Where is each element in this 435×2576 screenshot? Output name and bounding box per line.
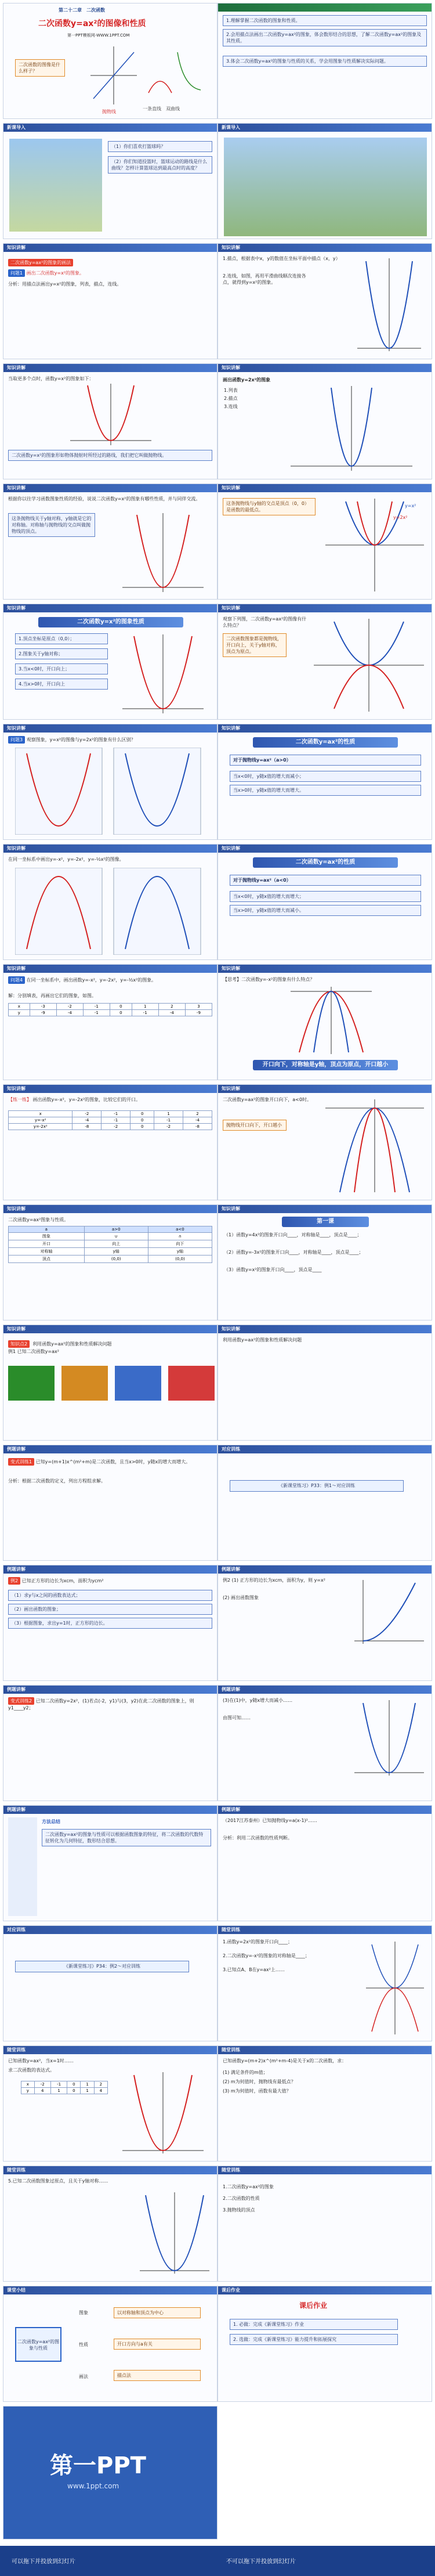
- parabola-plot: [137, 2189, 212, 2276]
- branch-2: 性质: [79, 2342, 88, 2347]
- variant-tag: 变式训练2: [8, 1697, 34, 1705]
- header-label: 知识讲解: [7, 245, 26, 250]
- slide-2[interactable]: [217, 3, 432, 119]
- slide-header: [218, 1205, 432, 1213]
- problem-tag: 问题1: [8, 269, 25, 277]
- slide-9[interactable]: [3, 484, 217, 600]
- slide-header: [218, 3, 432, 12]
- header-label: 知识讲解: [222, 726, 240, 731]
- step-connect: 2.连线，如图，再用平滑曲线顺次连接各点，就得到y=x²的图象。: [223, 273, 306, 285]
- review-1: 1.二次函数y=ax²的图象: [223, 2184, 274, 2189]
- slide-header: [3, 1205, 217, 1213]
- slide-7[interactable]: [3, 363, 217, 479]
- slide-13[interactable]: [3, 724, 217, 840]
- homework-1: 1. 必做：完成《新课堂练习》作业: [230, 2319, 398, 2330]
- slide-header: [3, 2046, 217, 2054]
- intro-text: 根据你以往学习函数图象性质的经验，说说二次函数y=x²的图象有哪些性质，并与同伴交流。: [8, 496, 201, 502]
- slide-35[interactable]: [3, 2045, 217, 2162]
- parabola-comparison: [15, 748, 206, 835]
- slide-23[interactable]: [3, 1325, 217, 1441]
- slide-28[interactable]: [217, 1565, 432, 1681]
- parabola-plot: [311, 616, 427, 715]
- slide-27[interactable]: [3, 1565, 217, 1681]
- property-2: 2.图象关于y轴对称；: [15, 648, 108, 659]
- slide-title: 二次函数y=ax²的图像和性质: [38, 19, 146, 28]
- parabola-plot: [119, 512, 206, 593]
- analysis-note: 分析：根据二次函数的定义，列出方程组求解。: [8, 1478, 106, 1484]
- slide-15[interactable]: [3, 844, 217, 960]
- slide-31[interactable]: [3, 1805, 217, 1921]
- definition-box: 二次函数y=x²的图象形如物体抛射时所经过的路线，我们把它叫做抛物线。: [8, 450, 212, 461]
- header-label: 知识讲解: [7, 365, 26, 370]
- slide-30[interactable]: [217, 1685, 432, 1801]
- header-label: 例题讲解: [7, 1807, 26, 1812]
- slide-5[interactable]: [3, 243, 217, 359]
- property-3: 3.当x<0时，开口向上；: [15, 663, 108, 674]
- header-label: 对应训练: [7, 1927, 26, 1932]
- note-3: 描点法: [114, 2370, 201, 2381]
- summary-table: a a>0 a<0 图象 ∪ ∩ 开口 向上 向下 对称轴 y轴 y轴 顶点 (0,0) (0,0): [8, 1226, 212, 1263]
- review-3: 3.抛物线的顶点: [223, 2207, 255, 2213]
- basketball-court-photo: [224, 138, 427, 236]
- header-label: 知识讲解: [222, 966, 240, 971]
- slide-16[interactable]: [217, 844, 432, 960]
- objective-1: 1.理解掌握二次函数的图象和性质。: [223, 15, 427, 26]
- orange-block: [61, 1366, 108, 1401]
- slide-header: [3, 604, 217, 612]
- header-label: 知识讲解: [222, 846, 240, 851]
- slide-header: [218, 1325, 432, 1333]
- header-label: 例题讲解: [7, 1446, 26, 1452]
- property-1: 1.顶点坐标是原点（0,0）；: [15, 633, 108, 644]
- slide-header: [218, 1445, 432, 1453]
- analysis-note: 分析：用描点法画出y=x²的图象，列表，描点，连线。: [8, 282, 122, 287]
- slide-header: [218, 965, 432, 973]
- solution-text: 例2 (1) 正方形的边长为xcm，面积为y，则 y=x²: [223, 1578, 325, 1583]
- exercise-text: 已知函数y=(m+2)x^(m²+m-4)是关于x的二次函数，求：: [223, 2058, 347, 2063]
- header-label: 随堂训练: [222, 1927, 240, 1932]
- objective-3: 3.体会二次函数y=ax²的图象与性质的关系，学会用图象与性质解决实际问题。: [223, 56, 427, 67]
- slide-header: [218, 2046, 432, 2054]
- slide-40[interactable]: [217, 2286, 432, 2402]
- header-label: 例题讲解: [222, 1687, 240, 1692]
- intro-text: 二次函数y=ax²的图象开口向下，a<0时。: [223, 1097, 311, 1102]
- example-text: 已知正方形的边长为xcm，面积为ycm²: [21, 1578, 104, 1583]
- parabola-plot: [288, 385, 415, 472]
- site-name: 第一PPT模板网-WWW.1PPT.COM: [67, 33, 130, 38]
- header-label: 知识讲解: [7, 1326, 26, 1332]
- problem-tag: 问题4: [8, 976, 25, 984]
- slide-header: [3, 2286, 217, 2294]
- header-label: 知识讲解: [7, 1086, 26, 1091]
- slide-25[interactable]: [3, 1445, 217, 1561]
- footer-left: 可以拖下并投放到幻灯片: [12, 2559, 75, 2565]
- header-label: 知识讲解: [7, 605, 26, 611]
- header-label: 例题讲解: [7, 1687, 26, 1692]
- header-label: 例题讲解: [222, 1567, 240, 1572]
- problem-tag: 问题3: [8, 736, 25, 744]
- exercise-text: 5.已知二次函数图象过原点，且关于y轴对称……: [8, 2178, 108, 2184]
- slide-header: [218, 1806, 432, 1814]
- branch-1: 图象: [79, 2310, 88, 2315]
- question-1: （1）你们喜欢打篮球吗？: [108, 141, 212, 152]
- header-label: 知识讲解: [7, 1206, 26, 1211]
- knowledge-text: 利用函数y=ax²的图象和性质解决问题: [32, 1341, 112, 1347]
- step-2: 2.描点: [224, 396, 238, 401]
- slide-header: [218, 244, 432, 252]
- example-text: 利用函数y=ax²的图象和性质解决问题: [223, 1337, 302, 1343]
- slide-36[interactable]: [217, 2045, 432, 2162]
- summary-title: 方法总结: [42, 1819, 60, 1824]
- parabola-plot: [351, 255, 427, 354]
- exercise-2: (2) m为何值时，抛物线有最低点？: [223, 2079, 296, 2084]
- question-2: （2）你们知道投篮时，篮球运动的路线是什么曲线？怎样计算篮球达到最高点时的高度？: [108, 156, 212, 174]
- slide-26[interactable]: [217, 1445, 432, 1561]
- slide-header: [218, 1926, 432, 1934]
- slide-header: [218, 845, 432, 853]
- solution-note: (2) 画出函数图象: [223, 1595, 259, 1600]
- feature-box: 二次函数图象都是抛物线，开口向上，关于y轴对称，顶点为原点。: [223, 633, 287, 657]
- feature-box: 抛物线开口向下，开口越小: [223, 1120, 287, 1131]
- slide-header: [3, 2166, 217, 2174]
- slide-header: [218, 2166, 432, 2174]
- slide-3[interactable]: [3, 123, 217, 239]
- slide-20[interactable]: [217, 1084, 432, 1200]
- exercise-1: (1) 满足条件的m值；: [223, 2070, 268, 2075]
- slide-24[interactable]: [217, 1325, 432, 1441]
- slide-header: [218, 124, 432, 132]
- parabola-plot: [322, 496, 427, 594]
- parabola-plot: [119, 2069, 206, 2156]
- label-line: 一条直线: [143, 106, 161, 111]
- basketball-photo: [9, 139, 102, 232]
- item-2: （2）画出函数的图象；: [8, 1604, 212, 1615]
- label-hyperbola: 双曲线: [166, 106, 180, 111]
- header-label: 知识讲解: [7, 485, 26, 490]
- homework-2: 2. 选做：完成《新课堂练习》能力提升和拓展探究: [230, 2334, 398, 2345]
- slide-header: [3, 845, 217, 853]
- slide-header: [3, 1926, 217, 1934]
- header-label: 随堂训练: [222, 2047, 240, 2052]
- slide-29[interactable]: [3, 1685, 217, 1801]
- solution-note: 解：分别填表，再画出它们的图象，如图。: [8, 993, 96, 998]
- slide-title: 画出函数y=2x²的图象: [223, 377, 271, 383]
- slide-header: [218, 364, 432, 372]
- green-block: [8, 1366, 55, 1401]
- item-1: （1）求y与x之间的函数表达式；: [8, 1590, 212, 1601]
- exercise-3: (3) m为何值时，函数有最大值？: [223, 2088, 291, 2094]
- slide-6[interactable]: [217, 243, 432, 359]
- header-label: 对应训练: [222, 1446, 240, 1452]
- property-2: 当x>0时，y随x值的增大而增大。: [230, 785, 421, 796]
- slide-header: [3, 1445, 217, 1453]
- header-label: 知识讲解: [222, 365, 240, 370]
- logo-name: 第一PPT: [50, 2452, 146, 2479]
- slide-header: [218, 1686, 432, 1694]
- problem-task: 画出二次函数y=x²的图象。: [26, 270, 85, 276]
- slide-14[interactable]: [217, 724, 432, 840]
- slide-header: [218, 484, 432, 492]
- value-table: x -2 -1 0 1 2 y 4 1 0 1 4: [21, 2081, 108, 2094]
- intro-text: 二次函数y=ax²图象与性质。: [8, 1217, 69, 1222]
- red-block: [168, 1366, 215, 1401]
- exercise-1: 1.函数y=2x²的图象开口向____；: [223, 1939, 293, 1944]
- header-label: 知识讲解: [222, 1086, 240, 1091]
- header-label: 课后作业: [222, 2288, 240, 2293]
- header-label: 课堂小结: [7, 2288, 26, 2293]
- curve-label-1: y=x²: [405, 503, 416, 508]
- parabola-condition: 对于抛物线y=ax²（a>0）: [230, 755, 421, 766]
- header-label: 知识讲解: [222, 1326, 240, 1332]
- slide-header: [3, 1686, 217, 1694]
- parabola-condition: 对于抛物线y=ax²（a<0）: [230, 875, 421, 886]
- property-1: 当x<0时，y随x值的增大而减小；: [230, 771, 421, 782]
- chapter-title: 第二十二章 二次函数: [59, 8, 105, 13]
- parabola-comparison: [15, 868, 206, 955]
- practice-tag: 【练一练】: [8, 1097, 31, 1102]
- review-2: 2.二次函数的性质: [223, 2196, 260, 2201]
- slide-21[interactable]: [3, 1204, 217, 1321]
- property-1: 当x<0时，y随x值的增大而增大；: [230, 891, 421, 902]
- homework-title: 课后作业: [299, 2301, 328, 2310]
- header-label: 知识讲解: [222, 605, 240, 611]
- header-label: 随堂训练: [7, 2047, 26, 2052]
- header-label: 例题讲解: [7, 1567, 26, 1572]
- header-label: 知识讲解: [222, 1206, 240, 1211]
- conclusion-banner: 开口向下，对称轴是y轴，顶点为原点，开口越小: [253, 1060, 398, 1070]
- question-box: 二次函数的图像是什么样子？: [15, 59, 65, 77]
- intro-text: 当取更多个点时，函数y=x²的图象如下：: [8, 376, 94, 381]
- summary-text: 二次函数y=ax²的图象与性质可以根据函数图象的特征，将二次函数的代数特征转化为几何特征，数形结合思想。: [42, 1829, 211, 1846]
- solution-note: 由图可知……: [223, 1715, 251, 1720]
- practice-link[interactable]: 《新课堂练习》P34：例2～对应训练: [15, 1961, 189, 1972]
- intro-text: 在同一坐标系中画出y=-x²，y=-2x²，y=-½x²的图像。: [8, 857, 124, 862]
- header-label: 新课导入: [7, 125, 26, 130]
- exercise-2: 2.二次函数y=-x²的图象的对称轴是____；: [223, 1953, 310, 1958]
- slide-header: [3, 244, 217, 252]
- header-label: 知识讲解: [7, 966, 26, 971]
- value-table: x -3 -2 -1 0 1 2 3 y -9 -4 -1 0 -1 -4 -9: [8, 1003, 212, 1016]
- header-label: 知识讲解: [7, 726, 26, 731]
- step-1: 1.列表: [224, 388, 238, 393]
- slide-header: [3, 1325, 217, 1333]
- slide-34[interactable]: [217, 1925, 432, 2041]
- slide-18[interactable]: [217, 964, 432, 1080]
- exercise-text: 已知函数y=ax²，当x=1时……: [8, 2058, 74, 2063]
- intro-graphs: [79, 41, 206, 116]
- exercise-2: （2）函数y=-3x²的图象开口向____，对称轴是____，顶点是____；: [224, 1250, 364, 1255]
- symmetry-box: 这条抛物线关于y轴对称，y轴就是它的对称轴。对称轴与抛物线的交点叫做抛物线的顶点。: [8, 513, 95, 537]
- parabola-plot: [351, 1697, 427, 1778]
- branch-3: 画法: [79, 2374, 88, 2379]
- solution-text: (3)在(1)中，y随x增大而减小……: [223, 1698, 293, 1703]
- parabola-plot: [288, 986, 375, 1055]
- slide-header: [3, 124, 217, 132]
- problem-text: 观察图象，y=x²的图像与y=2x²的图象有什么区别？: [26, 737, 136, 742]
- property-2: 当x>0时，y随x值的增大而减小。: [230, 905, 421, 916]
- property-4: 4.当x>0时，开口向上: [15, 679, 108, 690]
- knowledge-tag: 知识点2: [8, 1340, 30, 1348]
- exercise-3: （3）函数y=x²的图象开口向____，顶点是____: [224, 1267, 322, 1272]
- slide-header: [218, 724, 432, 733]
- slide-header: [3, 965, 217, 973]
- variant-text: 已知二次函数y=2x²，(1)若点(-2，y1)与(3，y2)在此二次函数的图象上，则y1____y2；: [8, 1698, 194, 1711]
- variant-tag: 变式训练1: [8, 1458, 34, 1466]
- label-parabola: 抛物线: [102, 109, 116, 114]
- intro-text: 观察下列图，二次函数y=ax²的图像有什么特点？: [223, 616, 307, 628]
- header-label: 知识讲解: [222, 245, 240, 250]
- topic-banner: 第一课: [282, 1217, 369, 1227]
- slide-header: [3, 724, 217, 733]
- practice-text: 画出函数y=-x²，y=-2x²的图象，比较它们的开口。: [32, 1097, 141, 1102]
- parabola-plot: [67, 383, 154, 446]
- slide-header: [218, 604, 432, 612]
- slide-12[interactable]: [217, 604, 432, 720]
- analysis-note: 分析：利用二次函数的性质判断。: [223, 1835, 292, 1841]
- footer-right: 不可以拖下并投放到幻灯片: [226, 2559, 296, 2565]
- slide-header: [218, 2286, 432, 2294]
- parabola-plot: [119, 633, 206, 715]
- header-label: 知识讲解: [7, 846, 26, 851]
- slide-header: [3, 364, 217, 372]
- side-panel: [8, 1817, 37, 1916]
- slide-32[interactable]: [217, 1805, 432, 1921]
- slide-38[interactable]: [217, 2166, 432, 2282]
- example-tag: 例2: [8, 1577, 20, 1585]
- header-label: 随堂训练: [7, 2167, 26, 2173]
- footer-bar: [0, 2546, 435, 2576]
- parabola-plot: [322, 1096, 427, 1195]
- variant-text: 已知y=(m+1)x^(m²+m)是二次函数，且当x>0时，y随x的增大而增大。: [35, 1459, 191, 1464]
- topic-banner: 二次函数y=x²的图象性质: [38, 617, 183, 627]
- slide-4[interactable]: [217, 123, 432, 239]
- header-label: 知识讲解: [222, 485, 240, 490]
- slide-8[interactable]: [217, 363, 432, 479]
- slide-17[interactable]: [3, 964, 217, 1080]
- slide-39[interactable]: [3, 2286, 217, 2402]
- step-3: 3.连线: [224, 404, 238, 409]
- topic-banner: 二次函数y=ax²的性质: [253, 857, 398, 868]
- parabola-plot: [363, 1939, 427, 2037]
- value-table: x -2 -1 0 1 2 y=-x² -4 -1 0 -1 -4 y=-2x² -8 -2 0 -2 -8: [8, 1110, 212, 1130]
- exercise-note: 求二次函数的表达式。: [8, 2068, 55, 2073]
- slide-19[interactable]: [3, 1084, 217, 1200]
- exercise-1: （1）函数y=4x²的图象开口向____，对称轴是____，顶点是____；: [224, 1232, 362, 1238]
- problem-text: 在同一坐标系中，画出函数y=-x²，y=-2x²，y=-½x²的图象。: [26, 977, 157, 983]
- exercise-text: （2017江苏泰州）已知抛物线y=a(x-1)²……: [223, 1818, 317, 1823]
- item-3: （3）根据图象，求出y=1时，正方形的边长。: [8, 1618, 212, 1629]
- parabola-plot: [351, 1577, 427, 1647]
- slide-10[interactable]: [217, 484, 432, 600]
- slide-header: [218, 1565, 432, 1574]
- slide-header: [3, 1085, 217, 1093]
- note-2: 开口方向与a有关: [114, 2339, 201, 2350]
- header-label: 随堂训练: [222, 2167, 240, 2173]
- blue-block: [115, 1366, 161, 1401]
- example-text: 例1 已知二次函数y=ax²: [8, 1349, 59, 1354]
- topic-tag: 二次函数y=ax²的图象的画法: [8, 259, 73, 266]
- logo-slide[interactable]: [3, 2406, 217, 2539]
- vertex-box: 这条抛物线与y轴的交点是顶点（0，0）是函数的最低点。: [223, 498, 316, 515]
- slide-header: [3, 484, 217, 492]
- slide-22[interactable]: [217, 1204, 432, 1321]
- think-text: 【思考】二次函数y=-x²的图象有什么特点？: [223, 977, 315, 982]
- note-1: 以对称轴和顶点为中心: [114, 2307, 201, 2318]
- topic-banner: 二次函数y=ax²的性质: [253, 737, 398, 748]
- practice-link[interactable]: 《新课堂练习》P33：例1～对应训练: [230, 1480, 404, 1492]
- curve-label-2: y=2x²: [393, 515, 408, 520]
- slide-1[interactable]: [3, 3, 217, 119]
- summary-center: 二次函数y=ax²的图象与性质: [15, 2327, 61, 2362]
- slide-header: [218, 1085, 432, 1093]
- slide-header: [3, 1565, 217, 1574]
- header-label: 例题讲解: [222, 1807, 240, 1812]
- slide-33[interactable]: [3, 1925, 217, 2041]
- logo-url: www.1ppt.com: [67, 2482, 119, 2490]
- exercise-3: 3.已知点A、B在y=ax²上……: [223, 1967, 285, 1972]
- slide-11[interactable]: [3, 604, 217, 720]
- step-describe: 1.描点，根据表中x，y的数值在坐标平面中描点（x，y）: [223, 256, 340, 261]
- slide-37[interactable]: [3, 2166, 217, 2282]
- slide-header: [3, 1806, 217, 1814]
- header-label: 新课导入: [222, 125, 240, 130]
- objective-2: 2.会用描点法画出二次函数y=ax²的图象，体会数形结合的思想，了解二次函数y=ax²的图象及其性质。: [223, 29, 427, 46]
